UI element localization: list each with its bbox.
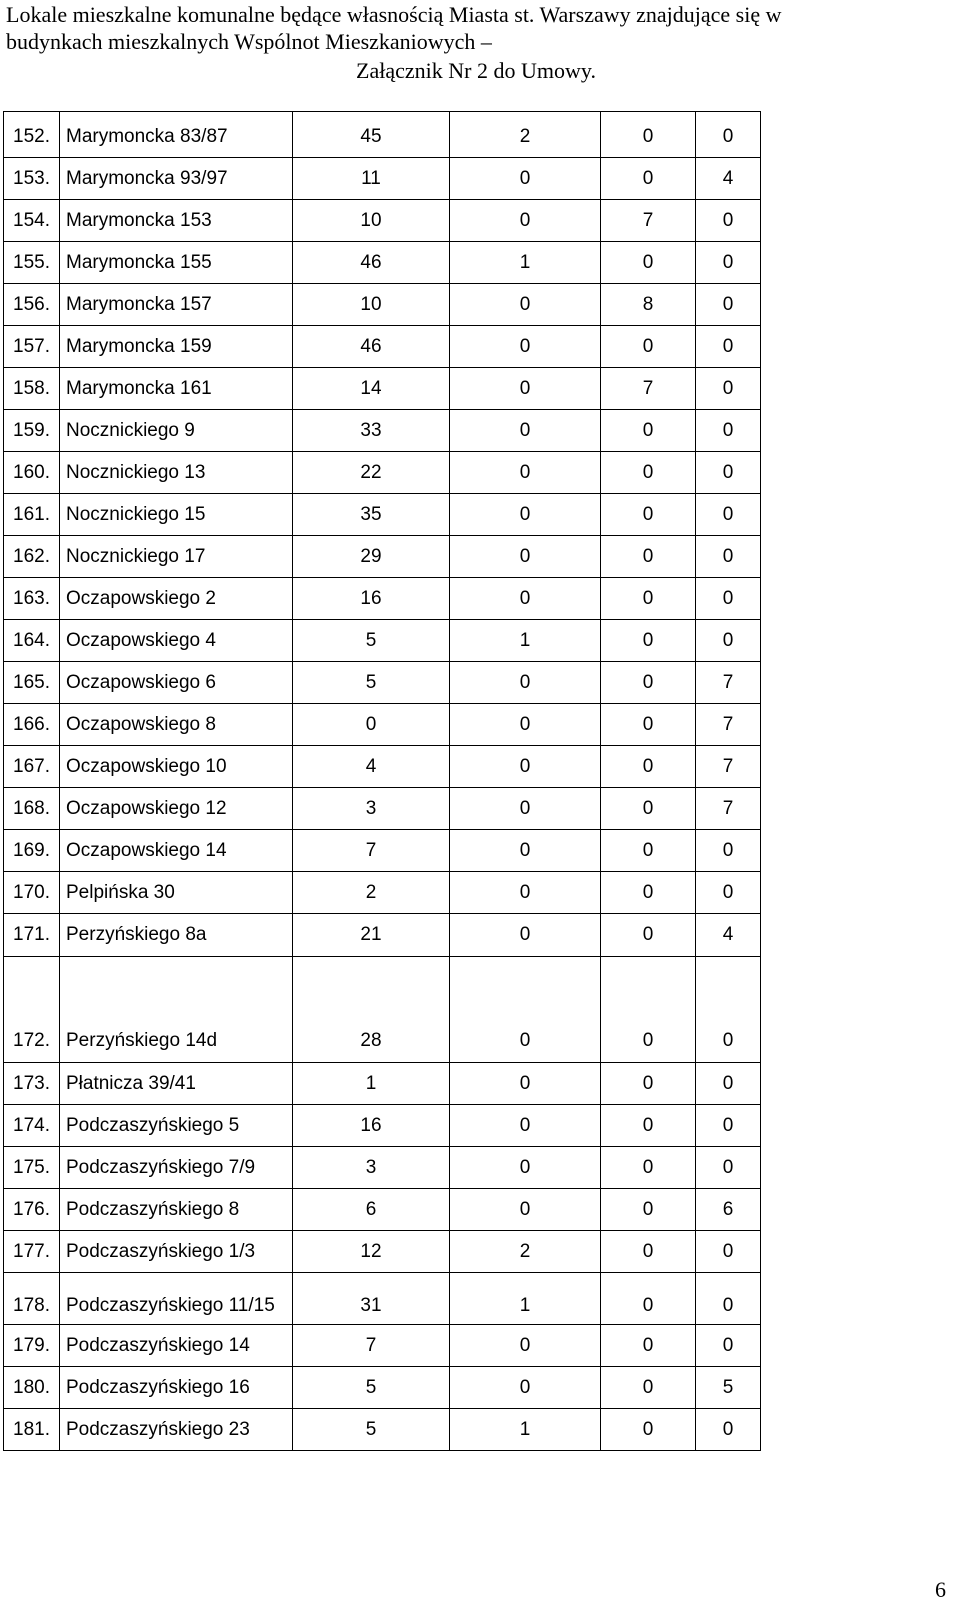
cell-address: Podczaszyńskiego 8 (60, 1189, 293, 1231)
cell-count-b: 0 (450, 1105, 601, 1147)
cell-count-c: 0 (601, 158, 696, 200)
cell-count-a: 5 (293, 662, 450, 704)
cell-address: Podczaszyńskiego 16 (60, 1367, 293, 1409)
cell-count-c: 0 (601, 620, 696, 662)
cell-count-d: 0 (696, 830, 761, 872)
cell-count-b: 0 (450, 1063, 601, 1105)
table-row (4, 914, 761, 957)
cell-count-d: 0 (696, 578, 761, 620)
table-row (4, 704, 761, 746)
cell-address: Oczapowskiego 4 (60, 620, 293, 662)
header-line-3: Załącznik Nr 2 do Umowy. (356, 58, 596, 83)
table-row (4, 830, 761, 872)
cell-count-c: 0 (601, 242, 696, 284)
table-row (4, 746, 761, 788)
cell-count-a: 5 (293, 620, 450, 662)
cell-count-d: 0 (696, 1273, 761, 1325)
cell-count-b: 0 (450, 410, 601, 452)
cell-count-a: 31 (293, 1273, 450, 1325)
cell-count-d: 0 (696, 957, 761, 1063)
header-line-2: budynkach mieszkalnych Wspólnot Mieszkaniowych – (6, 29, 492, 54)
cell-count-a: 45 (293, 112, 450, 158)
cell-count-b: 1 (450, 620, 601, 662)
premises-table-body (4, 112, 761, 1451)
cell-count-b: 0 (450, 704, 601, 746)
cell-address: Podczaszyńskiego 14 (60, 1325, 293, 1367)
table-row (4, 1325, 761, 1367)
cell-count-b: 0 (450, 452, 601, 494)
cell-row-number: 171. (4, 914, 60, 957)
cell-count-c: 0 (601, 452, 696, 494)
cell-count-b: 0 (450, 872, 601, 914)
cell-count-d: 0 (696, 1105, 761, 1147)
cell-row-number: 154. (4, 200, 60, 242)
cell-address: Nocznickiego 13 (60, 452, 293, 494)
cell-count-a: 7 (293, 830, 450, 872)
cell-address: Marymoncka 155 (60, 242, 293, 284)
cell-count-c: 0 (601, 1147, 696, 1189)
cell-count-c: 0 (601, 326, 696, 368)
table-row (4, 200, 761, 242)
cell-count-d: 0 (696, 872, 761, 914)
cell-row-number: 165. (4, 662, 60, 704)
cell-count-a: 22 (293, 452, 450, 494)
table-row (4, 872, 761, 914)
cell-count-b: 0 (450, 158, 601, 200)
cell-row-number: 168. (4, 788, 60, 830)
cell-count-a: 0 (293, 704, 450, 746)
cell-row-number: 160. (4, 452, 60, 494)
cell-count-b: 0 (450, 536, 601, 578)
cell-row-number: 164. (4, 620, 60, 662)
cell-count-b: 0 (450, 284, 601, 326)
cell-count-b: 0 (450, 1147, 601, 1189)
cell-address: Oczapowskiego 12 (60, 788, 293, 830)
cell-count-a: 2 (293, 872, 450, 914)
cell-count-a: 21 (293, 914, 450, 957)
cell-count-c: 7 (601, 368, 696, 410)
cell-count-c: 0 (601, 1063, 696, 1105)
table-row (4, 1189, 761, 1231)
cell-row-number: 163. (4, 578, 60, 620)
cell-row-number: 161. (4, 494, 60, 536)
cell-count-a: 11 (293, 158, 450, 200)
cell-count-b: 0 (450, 957, 601, 1063)
cell-address: Podczaszyńskiego 1/3 (60, 1231, 293, 1273)
cell-count-c: 0 (601, 410, 696, 452)
cell-count-a: 35 (293, 494, 450, 536)
cell-count-d: 4 (696, 914, 761, 957)
cell-count-c: 0 (601, 578, 696, 620)
cell-address: Podczaszyńskiego 23 (60, 1409, 293, 1451)
cell-address: Podczaszyńskiego 7/9 (60, 1147, 293, 1189)
cell-count-b: 0 (450, 1189, 601, 1231)
cell-count-c: 0 (601, 494, 696, 536)
cell-count-d: 0 (696, 620, 761, 662)
cell-count-a: 33 (293, 410, 450, 452)
cell-count-d: 0 (696, 494, 761, 536)
cell-count-c: 0 (601, 704, 696, 746)
cell-count-d: 0 (696, 1325, 761, 1367)
cell-count-d: 0 (696, 1147, 761, 1189)
cell-count-c: 0 (601, 662, 696, 704)
cell-address: Płatnicza 39/41 (60, 1063, 293, 1105)
cell-row-number: 172. (4, 957, 60, 1063)
table-row (4, 1367, 761, 1409)
cell-row-number: 157. (4, 326, 60, 368)
table-row (4, 788, 761, 830)
table-row (4, 662, 761, 704)
cell-address: Oczapowskiego 10 (60, 746, 293, 788)
cell-count-d: 0 (696, 326, 761, 368)
cell-count-c: 0 (601, 1409, 696, 1451)
table-row (4, 410, 761, 452)
cell-address: Podczaszyńskiego 5 (60, 1105, 293, 1147)
table-row (4, 1409, 761, 1451)
cell-count-c: 0 (601, 914, 696, 957)
cell-address: Podczaszyńskiego 11/15 (60, 1273, 293, 1325)
cell-row-number: 167. (4, 746, 60, 788)
cell-count-a: 16 (293, 578, 450, 620)
cell-row-number: 181. (4, 1409, 60, 1451)
cell-count-b: 0 (450, 326, 601, 368)
cell-count-b: 1 (450, 242, 601, 284)
table-row (4, 1231, 761, 1273)
cell-count-b: 0 (450, 578, 601, 620)
cell-address: Marymoncka 159 (60, 326, 293, 368)
cell-count-a: 6 (293, 1189, 450, 1231)
cell-count-a: 46 (293, 326, 450, 368)
table-row (4, 578, 761, 620)
cell-count-c: 0 (601, 957, 696, 1063)
cell-count-a: 5 (293, 1409, 450, 1451)
cell-count-a: 3 (293, 788, 450, 830)
cell-count-c: 0 (601, 112, 696, 158)
premises-table (3, 111, 761, 1451)
cell-count-b: 0 (450, 830, 601, 872)
cell-count-d: 0 (696, 112, 761, 158)
cell-count-b: 1 (450, 1273, 601, 1325)
cell-row-number: 175. (4, 1147, 60, 1189)
cell-count-d: 6 (696, 1189, 761, 1231)
cell-row-number: 162. (4, 536, 60, 578)
cell-count-b: 2 (450, 1231, 601, 1273)
cell-row-number: 176. (4, 1189, 60, 1231)
cell-count-d: 7 (696, 662, 761, 704)
cell-count-d: 0 (696, 200, 761, 242)
cell-row-number: 173. (4, 1063, 60, 1105)
cell-count-d: 0 (696, 1231, 761, 1273)
cell-count-c: 0 (601, 830, 696, 872)
cell-address: Nocznickiego 15 (60, 494, 293, 536)
cell-count-a: 16 (293, 1105, 450, 1147)
table-row (4, 1105, 761, 1147)
cell-count-b: 0 (450, 1325, 601, 1367)
cell-count-c: 0 (601, 788, 696, 830)
cell-count-d: 7 (696, 704, 761, 746)
cell-count-a: 4 (293, 746, 450, 788)
cell-count-d: 0 (696, 1409, 761, 1451)
cell-count-c: 8 (601, 284, 696, 326)
cell-count-b: 0 (450, 662, 601, 704)
table-row (4, 158, 761, 200)
cell-count-d: 5 (696, 1367, 761, 1409)
cell-count-d: 7 (696, 746, 761, 788)
cell-count-d: 0 (696, 536, 761, 578)
cell-count-b: 0 (450, 746, 601, 788)
table-row (4, 284, 761, 326)
table-row (4, 536, 761, 578)
cell-row-number: 180. (4, 1367, 60, 1409)
cell-count-a: 12 (293, 1231, 450, 1273)
table-row (4, 112, 761, 158)
cell-address: Perzyńskiego 8a (60, 914, 293, 957)
cell-row-number: 153. (4, 158, 60, 200)
cell-count-d: 0 (696, 410, 761, 452)
cell-address: Marymoncka 153 (60, 200, 293, 242)
cell-count-c: 0 (601, 536, 696, 578)
cell-count-c: 0 (601, 1231, 696, 1273)
cell-row-number: 158. (4, 368, 60, 410)
cell-address: Marymoncka 161 (60, 368, 293, 410)
cell-address: Pelpińska 30 (60, 872, 293, 914)
table-row (4, 326, 761, 368)
cell-count-b: 0 (450, 1367, 601, 1409)
cell-count-c: 0 (601, 746, 696, 788)
cell-count-b: 1 (450, 1409, 601, 1451)
cell-row-number: 179. (4, 1325, 60, 1367)
cell-address: Oczapowskiego 14 (60, 830, 293, 872)
cell-address: Perzyńskiego 14d (60, 957, 293, 1063)
cell-row-number: 174. (4, 1105, 60, 1147)
cell-count-d: 0 (696, 452, 761, 494)
cell-count-a: 46 (293, 242, 450, 284)
cell-count-a: 14 (293, 368, 450, 410)
cell-row-number: 170. (4, 872, 60, 914)
cell-count-c: 0 (601, 1189, 696, 1231)
table-row (4, 368, 761, 410)
table-row (4, 452, 761, 494)
cell-count-d: 0 (696, 1063, 761, 1105)
cell-count-a: 3 (293, 1147, 450, 1189)
cell-count-b: 0 (450, 788, 601, 830)
cell-address: Oczapowskiego 8 (60, 704, 293, 746)
table-row (4, 242, 761, 284)
cell-count-d: 7 (696, 788, 761, 830)
cell-count-a: 1 (293, 1063, 450, 1105)
cell-count-c: 0 (601, 1367, 696, 1409)
cell-address: Nocznickiego 9 (60, 410, 293, 452)
cell-row-number: 159. (4, 410, 60, 452)
cell-count-c: 0 (601, 1105, 696, 1147)
cell-count-d: 0 (696, 368, 761, 410)
header-line-1: Lokale mieszkalne komunalne będące własnością Miasta st. Warszawy znajdujące się w (6, 2, 782, 27)
cell-address: Nocznickiego 17 (60, 536, 293, 578)
cell-count-d: 0 (696, 242, 761, 284)
cell-count-c: 7 (601, 200, 696, 242)
cell-row-number: 166. (4, 704, 60, 746)
cell-count-b: 0 (450, 494, 601, 536)
cell-row-number: 178. (4, 1273, 60, 1325)
page-number: 6 (935, 1577, 946, 1602)
cell-count-b: 0 (450, 914, 601, 957)
cell-count-a: 10 (293, 200, 450, 242)
cell-count-b: 0 (450, 200, 601, 242)
cell-count-d: 4 (696, 158, 761, 200)
table-row (4, 957, 761, 1063)
cell-address: Oczapowskiego 2 (60, 578, 293, 620)
cell-row-number: 156. (4, 284, 60, 326)
cell-count-a: 28 (293, 957, 450, 1063)
cell-address: Marymoncka 157 (60, 284, 293, 326)
table-row (4, 1063, 761, 1105)
cell-count-a: 7 (293, 1325, 450, 1367)
cell-address: Oczapowskiego 6 (60, 662, 293, 704)
cell-count-a: 5 (293, 1367, 450, 1409)
cell-count-c: 0 (601, 1273, 696, 1325)
table-row (4, 1147, 761, 1189)
cell-count-d: 0 (696, 284, 761, 326)
cell-row-number: 177. (4, 1231, 60, 1273)
cell-row-number: 152. (4, 112, 60, 158)
cell-address: Marymoncka 93/97 (60, 158, 293, 200)
cell-address: Marymoncka 83/87 (60, 112, 293, 158)
cell-count-a: 29 (293, 536, 450, 578)
cell-row-number: 169. (4, 830, 60, 872)
cell-row-number: 155. (4, 242, 60, 284)
table-row (4, 620, 761, 662)
table-row (4, 1273, 761, 1325)
cell-count-a: 10 (293, 284, 450, 326)
cell-count-b: 2 (450, 112, 601, 158)
table-row (4, 494, 761, 536)
cell-count-c: 0 (601, 872, 696, 914)
cell-count-b: 0 (450, 368, 601, 410)
cell-count-c: 0 (601, 1325, 696, 1367)
